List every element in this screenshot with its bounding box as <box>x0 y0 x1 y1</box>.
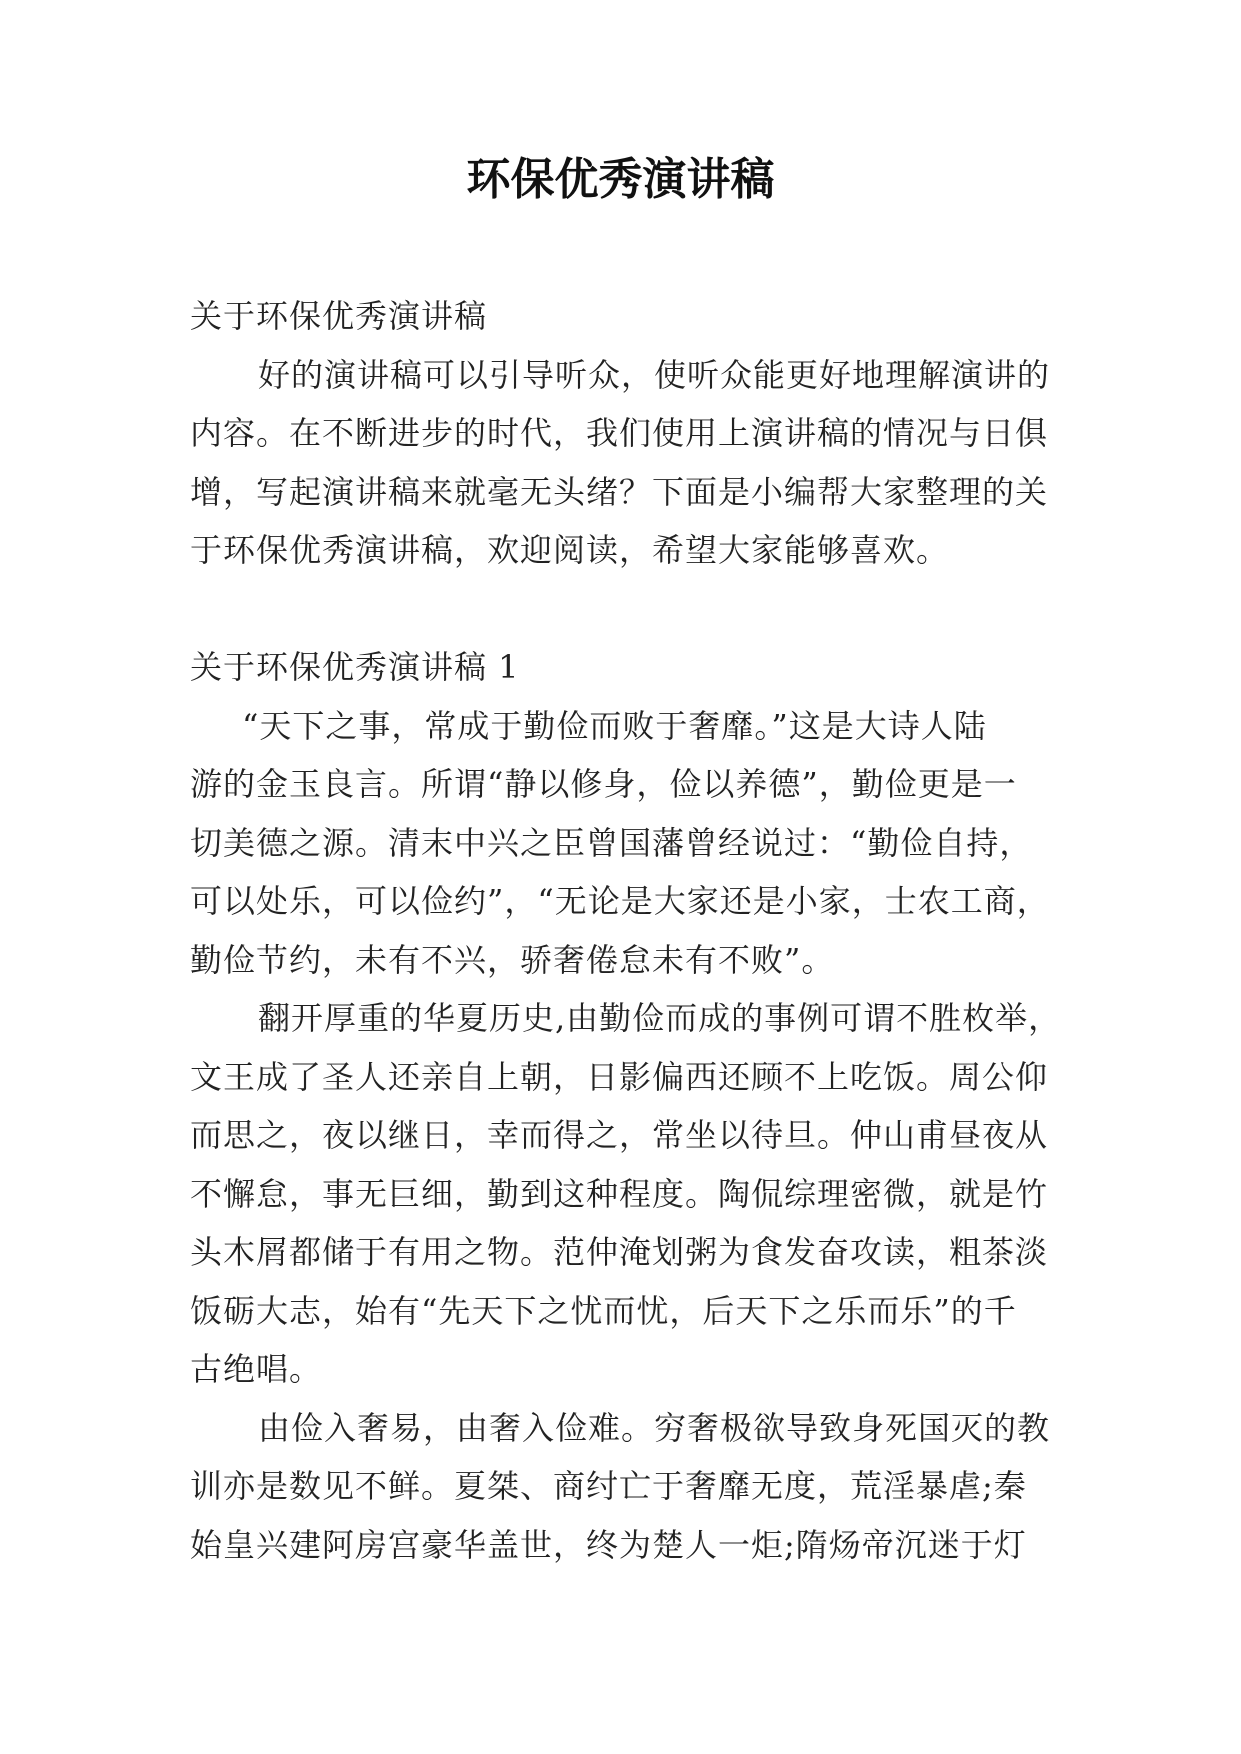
paragraph-line: 文王成了圣人还亲自上朝，日影偏西还顾不上吃饭。周公仰 <box>190 1057 1049 1096</box>
paragraph-line: 由俭入奢易，由奢入俭难。穷奢极欲导致身死国灭的教 <box>258 1408 1051 1447</box>
intro-paragraph <box>190 346 1060 580</box>
paragraph-line: “天下之事，常成于勤俭而败于奢靡。”这是大诗人陆 <box>242 706 987 745</box>
paragraph-line: 翻开厚重的华夏历史,由勤俭而成的事例可谓不胜枚举， <box>258 999 1062 1037</box>
document-title: 环保优秀演讲稿 <box>466 154 775 205</box>
paragraph-line: 于环保优秀演讲稿，欢迎阅读，希望大家能够喜欢。 <box>190 531 950 569</box>
paragraph-line: 古绝唱。 <box>190 1350 323 1388</box>
paragraph-line: 饭砺大志，始有“先天下之忧而忧，后天下之乐而乐”的千 <box>190 1291 1017 1330</box>
paragraph-line: 勤俭节约，未有不兴，骄奢倦怠未有不败”。 <box>190 940 835 979</box>
paragraph-line: 切美德之源。清末中兴之臣曾国藩曾经说过：“勤俭自持， <box>190 823 1033 862</box>
paragraph-line: 训亦是数见不鲜。夏桀、商纣亡于奢靡无度，荒淫暴虐;秦 <box>190 1467 1027 1505</box>
paragraph-line: 始皇兴建阿房宫豪华盖世，终为楚人一炬;隋炀帝沉迷于灯 <box>190 1525 1027 1564</box>
paragraph-line: 头木屑都储于有用之物。范仲淹划粥为食发奋攻读，粗茶淡 <box>190 1233 1049 1271</box>
body-paragraph <box>190 697 1060 990</box>
paragraph-line: 而思之，夜以继日，幸而得之，常坐以待旦。仲山甫昼夜从 <box>190 1116 1049 1154</box>
section-heading: 关于环保优秀演讲稿 1 <box>190 648 520 686</box>
body-paragraph <box>190 1399 1060 1575</box>
paragraph-line: 内容。在不断进步的时代，我们使用上演讲稿的情况与日俱 <box>190 414 1049 452</box>
blank-line <box>190 580 1060 639</box>
document-body <box>190 287 1060 1574</box>
body-paragraph <box>190 989 1060 1399</box>
section-heading: 关于环保优秀演讲稿 <box>190 297 488 335</box>
paragraph-line: 增，写起演讲稿来就毫无头绪？下面是小编帮大家整理的关 <box>190 472 1049 511</box>
paragraph-line: 好的演讲稿可以引导听众，使听众能更好地理解演讲的 <box>258 355 1051 394</box>
paragraph-line: 游的金玉良言。所谓“静以修身，俭以养德”，勤俭更是一 <box>190 765 1017 803</box>
paragraph-line: 不懈怠，事无巨细，勤到这种程度。陶侃综理密微，就是竹 <box>190 1174 1049 1213</box>
paragraph-line: 可以处乐，可以俭约”，“无论是大家还是小家，士农工商， <box>190 882 1050 920</box>
